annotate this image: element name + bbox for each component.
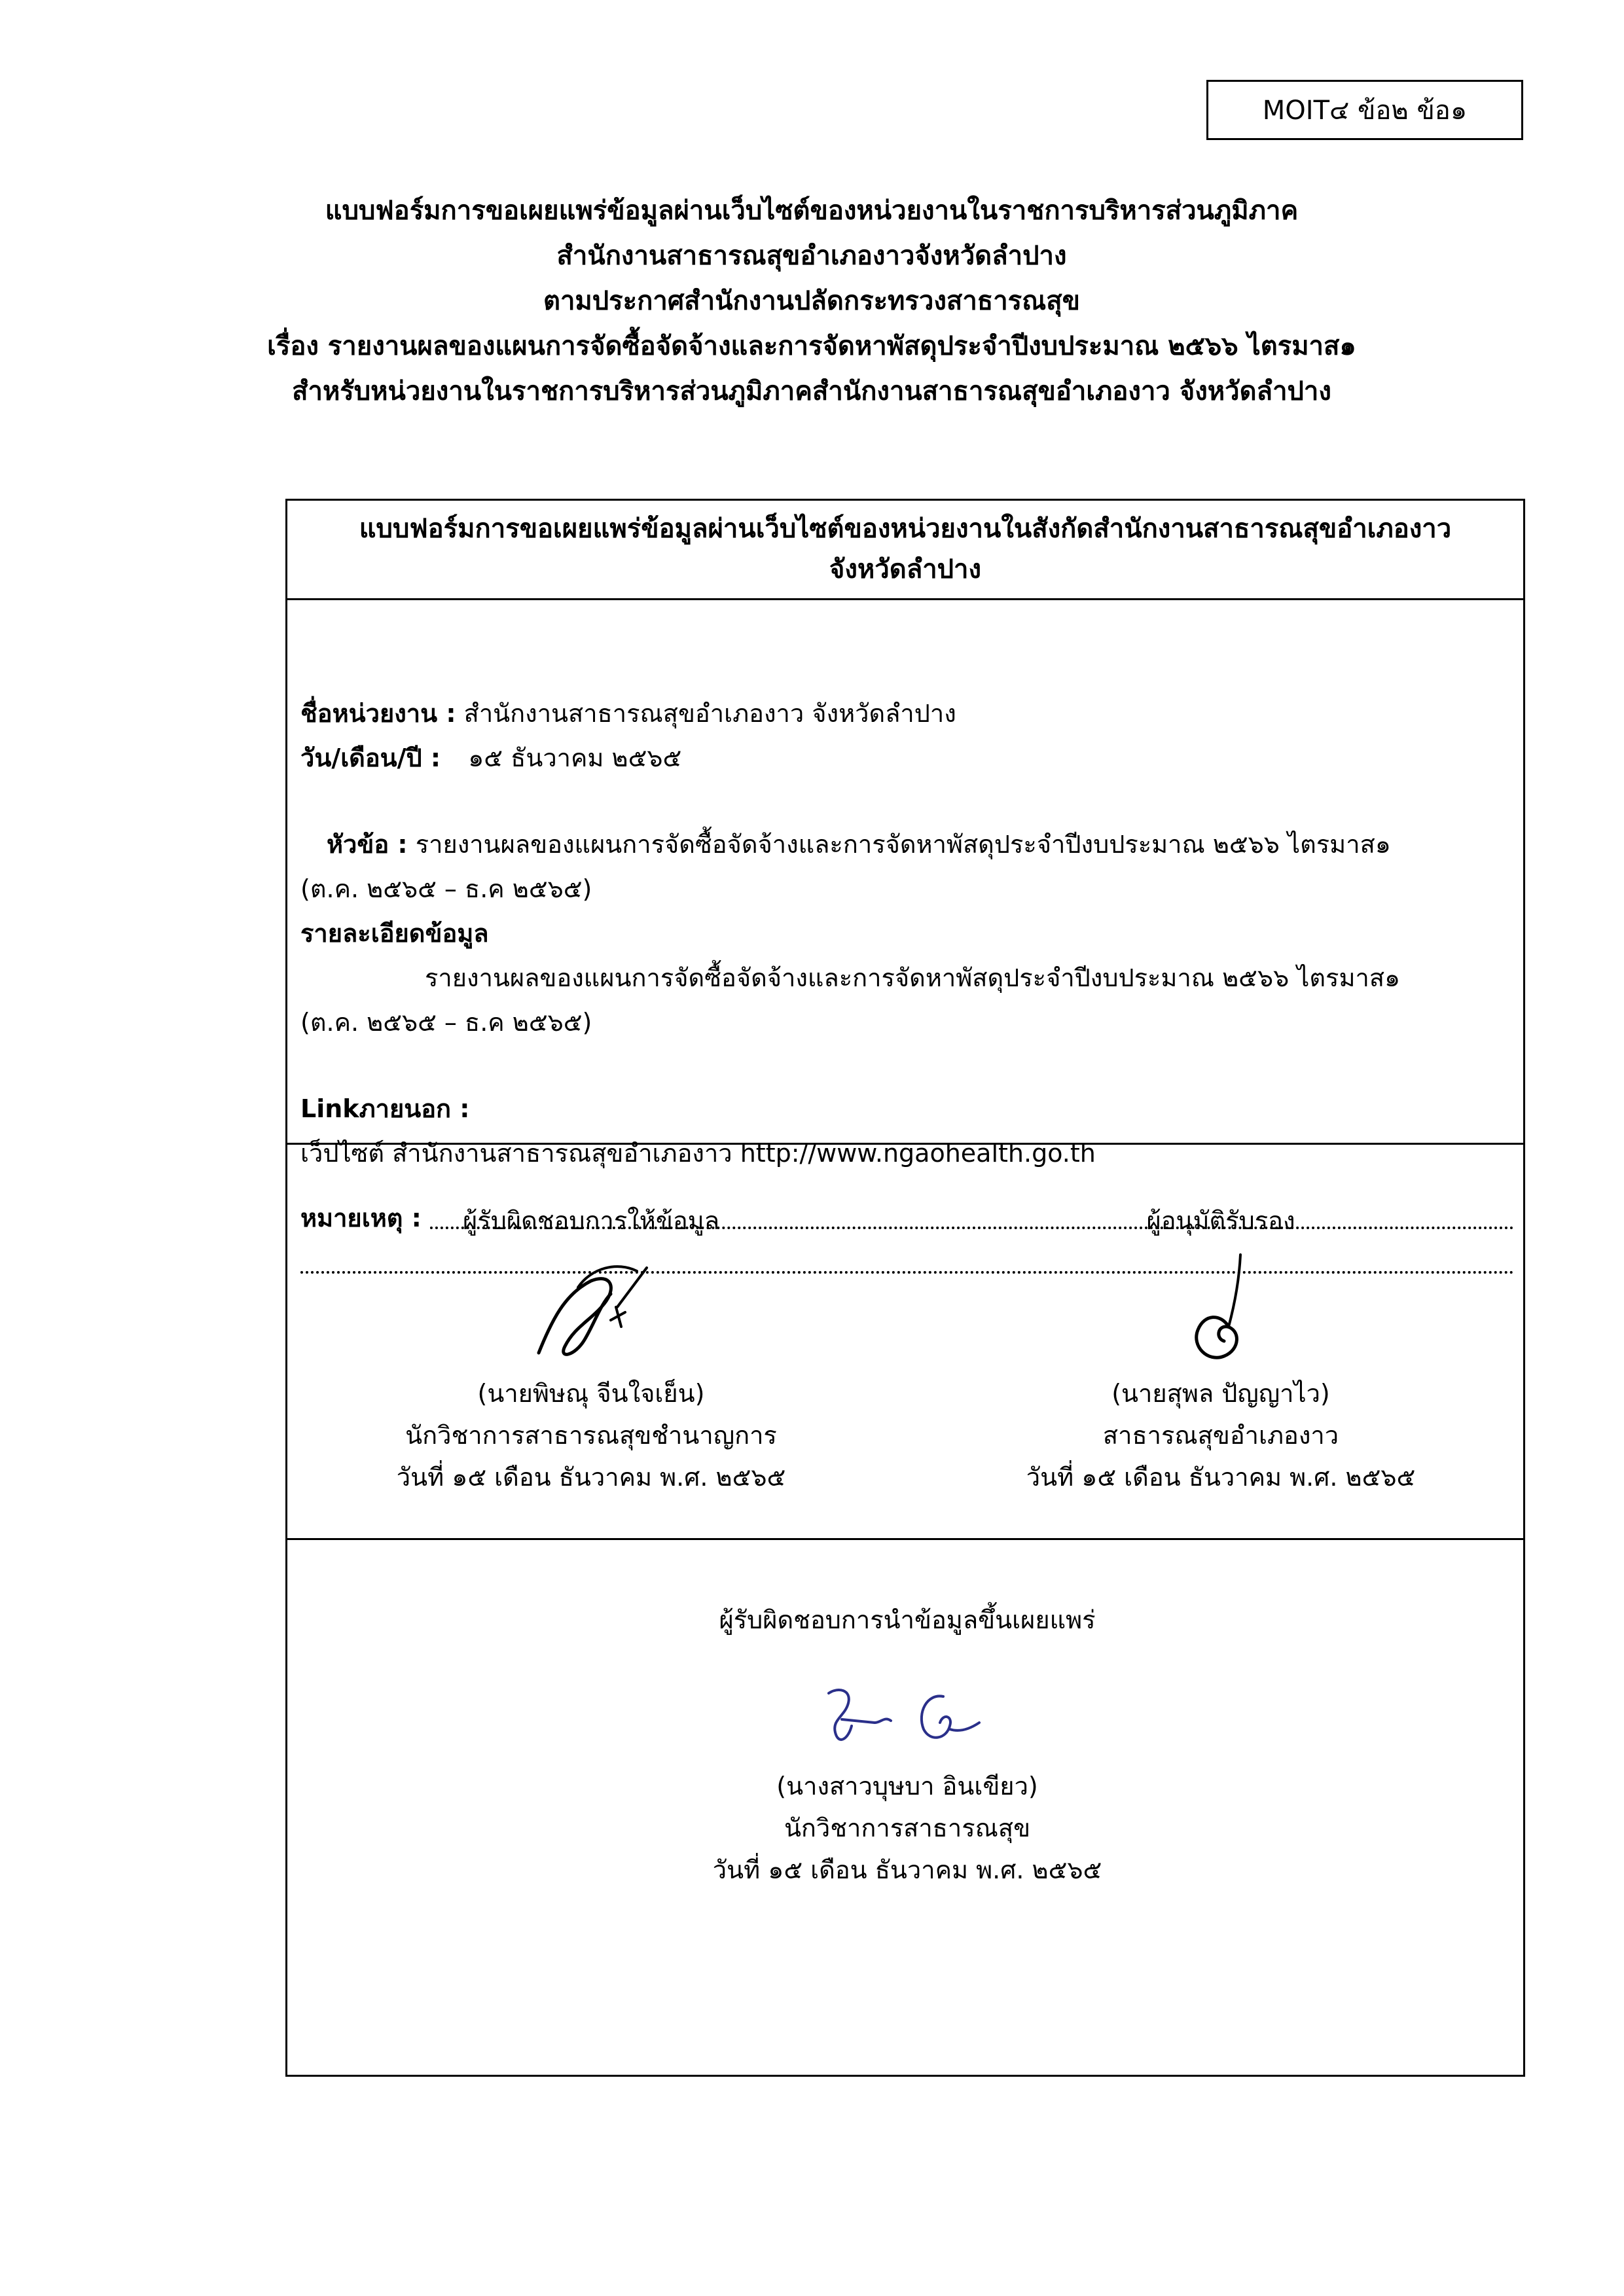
agency-row [300, 693, 956, 733]
publisher-signature-icon [803, 1667, 1012, 1765]
document-header [157, 188, 1466, 414]
publisher-role: ผู้รับผิดชอบการนำข้อมูลขึ้นเผยแพร่ [719, 1605, 1096, 1634]
approver-role: ผู้อนุมัติรับรอง [1146, 1206, 1295, 1235]
form-details [287, 600, 1523, 1168]
date-value: ๑๕ ธันวาคม ๒๕๖๕ [468, 744, 682, 772]
link-label: Linkภายนอก : [300, 1094, 470, 1123]
form-title-line-2: จังหวัดลำปาง [829, 554, 982, 584]
topic-value: รายงานผลของแผนการจัดซื้อจัดจ้างและการจัดหาพัสดุประจำปีงบประมาณ ๒๕๖๖ ไตรมาส๑ [415, 830, 1391, 859]
note-dots-line-1 [425, 1227, 1514, 1229]
provider-name: (นายพิษณุ จีนใจเย็น) [477, 1379, 705, 1408]
topic-label: หัวข้อ : [327, 830, 408, 859]
agency-label: ชื่อหน่วยงาน : [300, 699, 456, 728]
header-line-2: สำนักงานสาธารณสุขอำเภองาวจังหวัดลำปาง [556, 241, 1067, 271]
date-row [300, 738, 681, 778]
detail-period: (ต.ค. ๒๕๖๕ – ธ.ค ๒๕๖๕) [300, 1008, 592, 1037]
provider-position: นักวิชาการสาธารณสุขชำนาญการ [405, 1421, 777, 1450]
link-value: เว็ปไซต์ สำนักงานสาธารณสุขอำเภองาว http://www.ngaohealth.go.th [300, 1139, 1096, 1168]
detail-value: รายงานผลของแผนการจัดซื้อจัดจ้างและการจัดหาพัสดุประจำปีงบประมาณ ๒๕๖๖ ไตรมาส๑ [425, 963, 1401, 992]
form-title [287, 501, 1523, 600]
provider-date: วันที่ ๑๕ เดือน ธันวาคม พ.ศ. ๒๕๖๕ [396, 1463, 786, 1492]
header-line-4: เรื่อง รายงานผลของแผนการจัดซื้อจัดจ้างและการจัดหาพัสดุประจำปีงบประมาณ ๒๕๖๖ ไตรมาส๑ [267, 331, 1356, 361]
publisher-signature-block [613, 1599, 1202, 1891]
header-line-1: แบบฟอร์มการขอเผยแพร่ข้อมูลผ่านเว็บไซต์ของหน่วยงานในราชการบริหารส่วนภูมิภาค [325, 196, 1299, 226]
publisher-date: วันที่ ๑๕ เดือน ธันวาคม พ.ศ. ๒๕๖๕ [712, 1856, 1102, 1884]
publication-form [285, 499, 1525, 2077]
publisher-name: (นางสาวบุษบา อินเขียว) [776, 1772, 1038, 1801]
header-line-5: สำหรับหน่วยงานในราชการบริหารส่วนภูมิภาคสำนักงานสาธารณสุขอำเภองาว จังหวัดลำปาง [292, 376, 1331, 406]
approver-date: วันที่ ๑๕ เดือน ธันวาคม พ.ศ. ๒๕๖๕ [1026, 1463, 1416, 1492]
approver-position: สาธารณสุขอำเภองาว [1102, 1421, 1339, 1450]
provider-role: ผู้รับผิดชอบการให้ข้อมูล [463, 1206, 719, 1235]
agency-value: สำนักงานสาธารณสุขอำเภองาว จังหวัดลำปาง [463, 699, 956, 728]
date-label: วัน/เดือน/ปี : [300, 744, 441, 772]
detail-label: รายละเอียดข้อมูล [300, 919, 489, 948]
publisher-position: นักวิชาการสาธารณสุข [784, 1814, 1031, 1842]
note-label: หมายเหตุ : [300, 1198, 429, 1238]
reference-code-box [1206, 80, 1523, 140]
approver-name: (นายสุพล ปัญญาไว) [1111, 1379, 1330, 1408]
form-title-line-1: แบบฟอร์มการขอเผยแพร่ข้อมูลผ่านเว็บไซต์ของหน่วยงานในสังกัดสำนักงานสาธารณสุขอำเภองาว [359, 514, 1452, 544]
topic-row [327, 824, 1391, 864]
note-dots-line-2 [300, 1271, 1514, 1274]
reference-code: MOIT๔ ข้อ๒ ข้อ๑ [1262, 96, 1468, 126]
note-area [287, 1198, 1523, 1263]
topic-period: (ต.ค. ๒๕๖๕ – ธ.ค ๒๕๖๕) [300, 874, 592, 903]
signature-section-2 [287, 1540, 1523, 2075]
header-line-3: ตามประกาศสำนักงานปลัดกระทรวงสาธารณสุข [543, 286, 1081, 316]
